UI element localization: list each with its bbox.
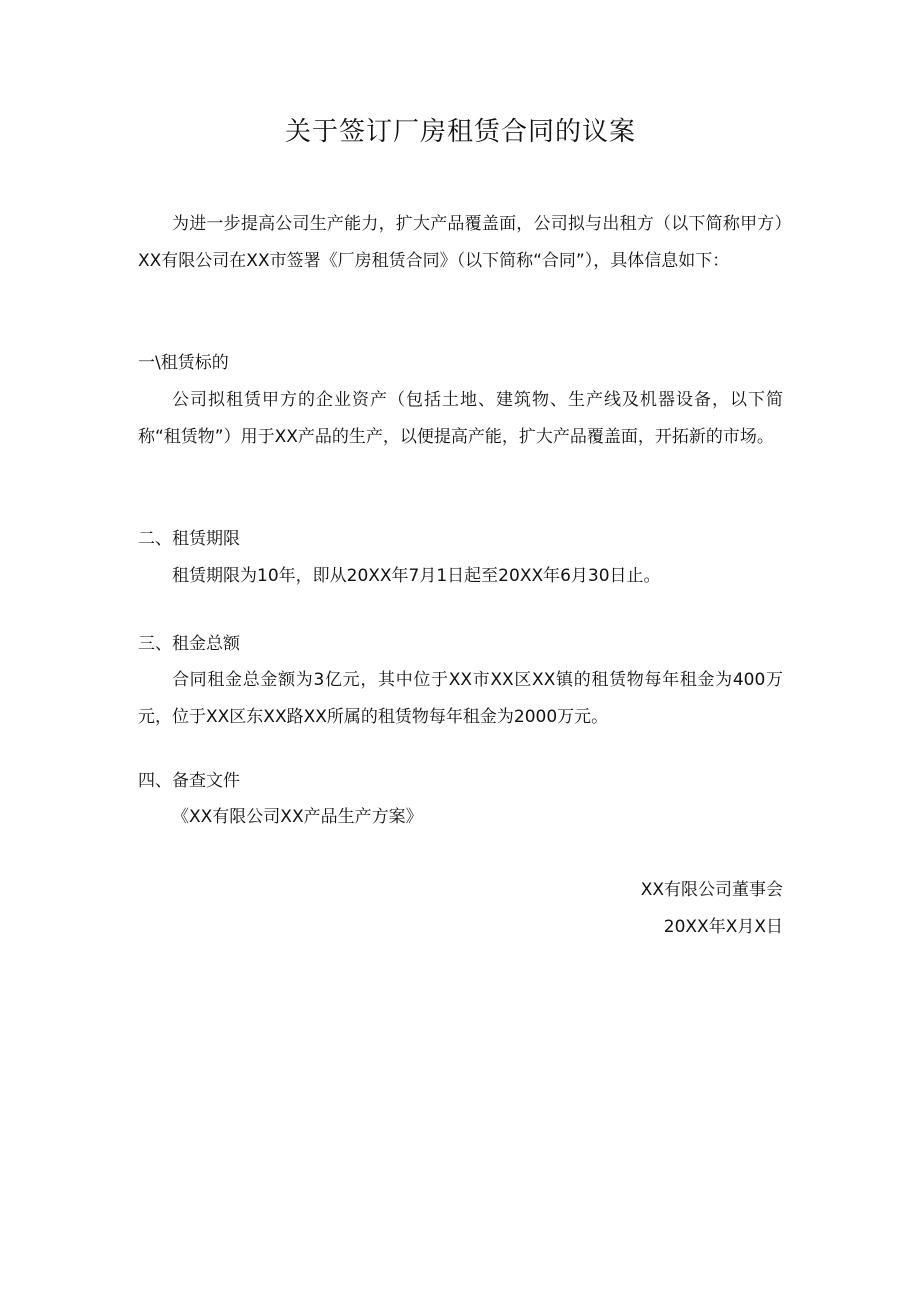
section-heading-4: 四、备查文件 (138, 771, 240, 791)
section-body-1: 公司拟租赁甲方的企业资产（包括土地、建筑物、生产线及机器设备，以下简称“租赁物”）用于XX产品的生产，以便提高产能，扩大产品覆盖面，开拓新的市场。 (138, 390, 783, 447)
section-heading-2: 二、租赁期限 (138, 529, 240, 549)
document-title: 关于签订厂房租赁合同的议案 (284, 117, 636, 147)
section-heading-1: 一\租赁标的 (138, 353, 229, 373)
section-body-3: 合同租金总金额为3亿元，其中位于XX市XX区XX镇的租赁物每年租金为400万元，位于XX区东XX路XX所属的租赁物每年租金为2000万元。 (138, 670, 783, 727)
section-body-4: 《XX有限公司XX产品生产方案》 (172, 807, 423, 827)
section-heading-3: 三、租金总额 (138, 634, 240, 654)
section-body-2: 租赁期限为10年，即从20XX年7月1日起至20XX年6月30日止。 (172, 566, 661, 586)
signature-date: 20XX年X月X日 (663, 917, 783, 937)
signature-org: XX有限公司董事会 (640, 880, 783, 900)
intro-paragraph: 为进一步提高公司生产能力，扩大产品覆盖面，公司拟与出租方（以下简称甲方）XX有限公司在XX市签署《厂房租赁合同》（以下简称“合同”），具体信息如下： (138, 214, 783, 271)
